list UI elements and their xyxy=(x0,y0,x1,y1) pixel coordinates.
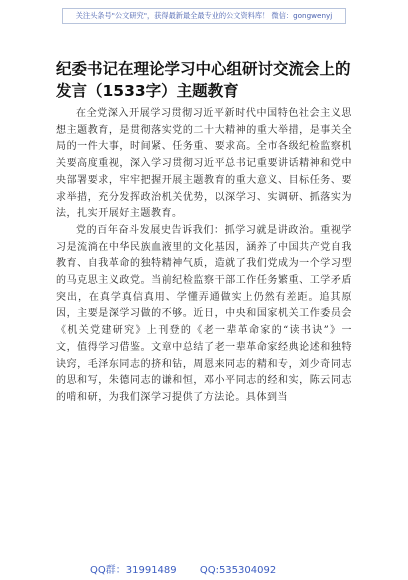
paragraph: 党的百年奋斗发展史告诉我们：抓学习就是讲政治。重视学习是流淌在中华民族血液里的文化基因，涵养了中国共产党自我教育、自我革命的独特精神气质，造就了我们党成为一个学习型的马克思主义政党。当前纪检监察干部工作任务繁重、工学矛盾突出，在真学真信真用、学懂弄通做实上仍然有差距。追其原因，主要是深学习做的不够。近日，中央和国家机关工作委员会《机关党建研究》上刊登的《老一辈革命家的“读书诀”》一文，值得学习借鉴。文章中总结了老一辈革命家经典论述和独特诀窍，毛泽东同志的挤和钻，周恩来同志的精和专，刘少奇同志的思和写，朱德同志的谦和恒，邓小平同志的经和实，陈云同志的啃和研，为我们深学习提供了方法论。具体到当 xyxy=(56,224,352,403)
document-body xyxy=(56,106,352,407)
document-title: 纪委书记在理论学习中心组研讨交流会上的发言（1533字）主题教育 xyxy=(56,60,351,100)
paragraph: 在全党深入开展学习贯彻习近平新时代中国特色社会主义思想主题教育，是贯彻落实党的二十大精神的重大举措，是事关全局的一件大事，时间紧、任务重、要求高。全市各级纪检监察机关要高度重视，深入学习贯彻习近平总书记重要讲话精神和党中央部署要求，牢牢把握开展主题教育的重大意义、目标任务、要求举措，充分发挥政治机关优势，以深学习、实调研、抓落实为法，扎实开展好主题教育。 xyxy=(56,108,352,220)
promo-banner: 关注头条号"公文研究"，获得最新最全最专业的公文资料库！ 微信：gongwenyj xyxy=(62,8,346,24)
qq-number: QQ:535304092 xyxy=(199,565,277,576)
qq-group-number: QQ群：31991489 xyxy=(90,565,177,576)
contact-footer xyxy=(90,561,296,576)
